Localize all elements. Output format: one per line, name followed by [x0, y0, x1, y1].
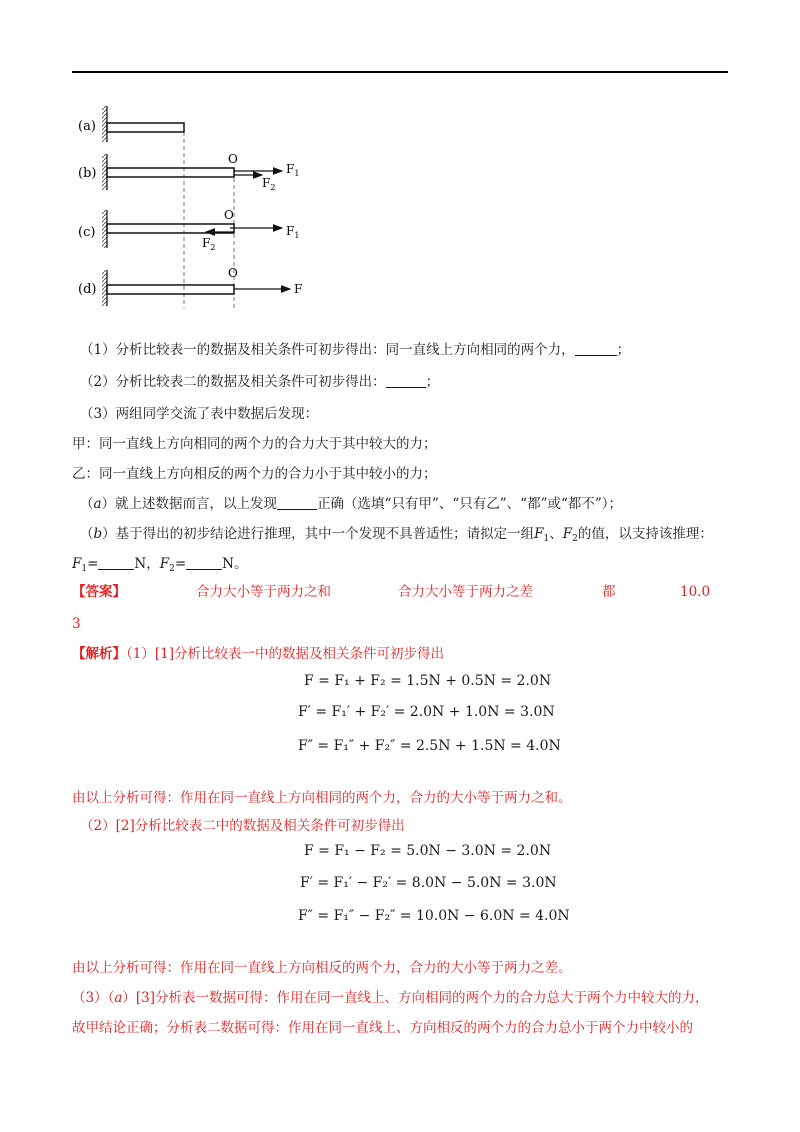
point-o-b: O — [228, 152, 238, 166]
analysis-part-2: （2）[2]分析比较表二中的数据及相关条件可初步得出 — [80, 818, 405, 834]
equation-5: F′ = F₁′ − F₂′ = 8.0N − 5.0N = 3.0N — [300, 875, 557, 891]
diagram-b — [78, 152, 299, 192]
analysis-part-3: （3）（a）[3]分析表一数据可得：作用在同一直线上、方向相同的两个力的合力总大于两个力中较大的力， — [72, 990, 709, 1006]
header-rule — [72, 71, 728, 73]
answer-1: 合力大小等于两力之和 — [196, 584, 331, 600]
equation-1: F = F₁ + F₂ = 1.5N + 0.5N = 2.0N — [304, 673, 552, 689]
label-b: (b) — [78, 166, 97, 181]
equation-3: F″ = F₁″ + F₂″ = 2.5N + 1.5N = 4.0N — [298, 738, 561, 754]
conclusion-2: 由以上分析可得：作用在同一直线上方向相反的两个力，合力的大小等于两力之差。 — [72, 960, 572, 976]
f1-label-c: $F_1$ — [286, 224, 300, 240]
f1-label-b: $F_1$ — [286, 162, 300, 178]
label-c: (c) — [78, 225, 96, 240]
equation-4: F = F₁ − F₂ = 5.0N − 3.0N = 2.0N — [304, 843, 552, 859]
answer-4: 10.0 — [680, 584, 711, 600]
question-3a: （a）就上述数据而言，以上发现 正确（选填“只有甲”、“只有乙”、“都”或“都不”）； — [80, 496, 623, 512]
blank-q3a — [277, 497, 317, 510]
blank-q2 — [386, 375, 426, 388]
analysis-part-3-cont: 故甲结论正确；分析表二数据可得：作用在同一直线上、方向相反的两个力的合力总小于两个力中较小的 — [72, 1020, 693, 1036]
diagram-c — [78, 208, 299, 252]
question-3b: （b）基于得出的初步结论进行推理，其中一个发现不具普适性；请拟定一组$F_1$、$F_2$的值，以支持该推理： — [80, 526, 713, 544]
spring-force-figure — [72, 100, 352, 310]
answer-2: 合力大小等于两力之差 — [398, 584, 533, 600]
equation-2: F′ = F₁′ + F₂′ = 2.0N + 1.0N = 3.0N — [298, 704, 555, 720]
diagram-d — [78, 266, 302, 306]
question-3b-fill: $F_1= N$，$F_2= N$。 — [72, 556, 248, 574]
conclusion-1: 由以上分析可得：作用在同一直线上方向相同的两个力，合力的大小等于两力之和。 — [72, 790, 572, 806]
point-o-c: O — [224, 208, 234, 222]
equation-6: F″ = F₁″ − F₂″ = 10.0N − 6.0N = 4.0N — [298, 908, 570, 924]
question-1: （1）分析比较表一的数据及相关条件可初步得出：同一直线上方向相同的两个力， ； — [80, 342, 631, 358]
blank-q1 — [575, 343, 617, 356]
f2-label-b: $F_2$ — [262, 176, 276, 192]
label-d: (d) — [78, 282, 97, 297]
finding-yi: 乙：同一直线上方向相反的两个力的合力小于其中较小的力； — [72, 466, 437, 482]
answer-3: 都 — [602, 584, 616, 600]
diagram-a — [78, 106, 184, 142]
question-2: （2）分析比较表二的数据及相关条件可初步得出： ； — [80, 374, 440, 390]
f-label-d: F — [294, 282, 303, 296]
analysis-intro: 【解析】（1）[1]分析比较表一中的数据及相关条件可初步得出 — [72, 646, 444, 662]
question-3: （3）两组同学交流了表中数据后发现： — [80, 406, 319, 422]
answer-label: 【答案】 — [72, 584, 126, 600]
answer-5: 3 — [72, 616, 81, 632]
f2-label-c: $F_2$ — [202, 236, 216, 252]
point-o-d: O — [228, 266, 238, 280]
finding-jia: 甲：同一直线上方向相同的两个力的合力大于其中较大的力； — [72, 436, 437, 452]
label-a: (a) — [78, 119, 96, 134]
